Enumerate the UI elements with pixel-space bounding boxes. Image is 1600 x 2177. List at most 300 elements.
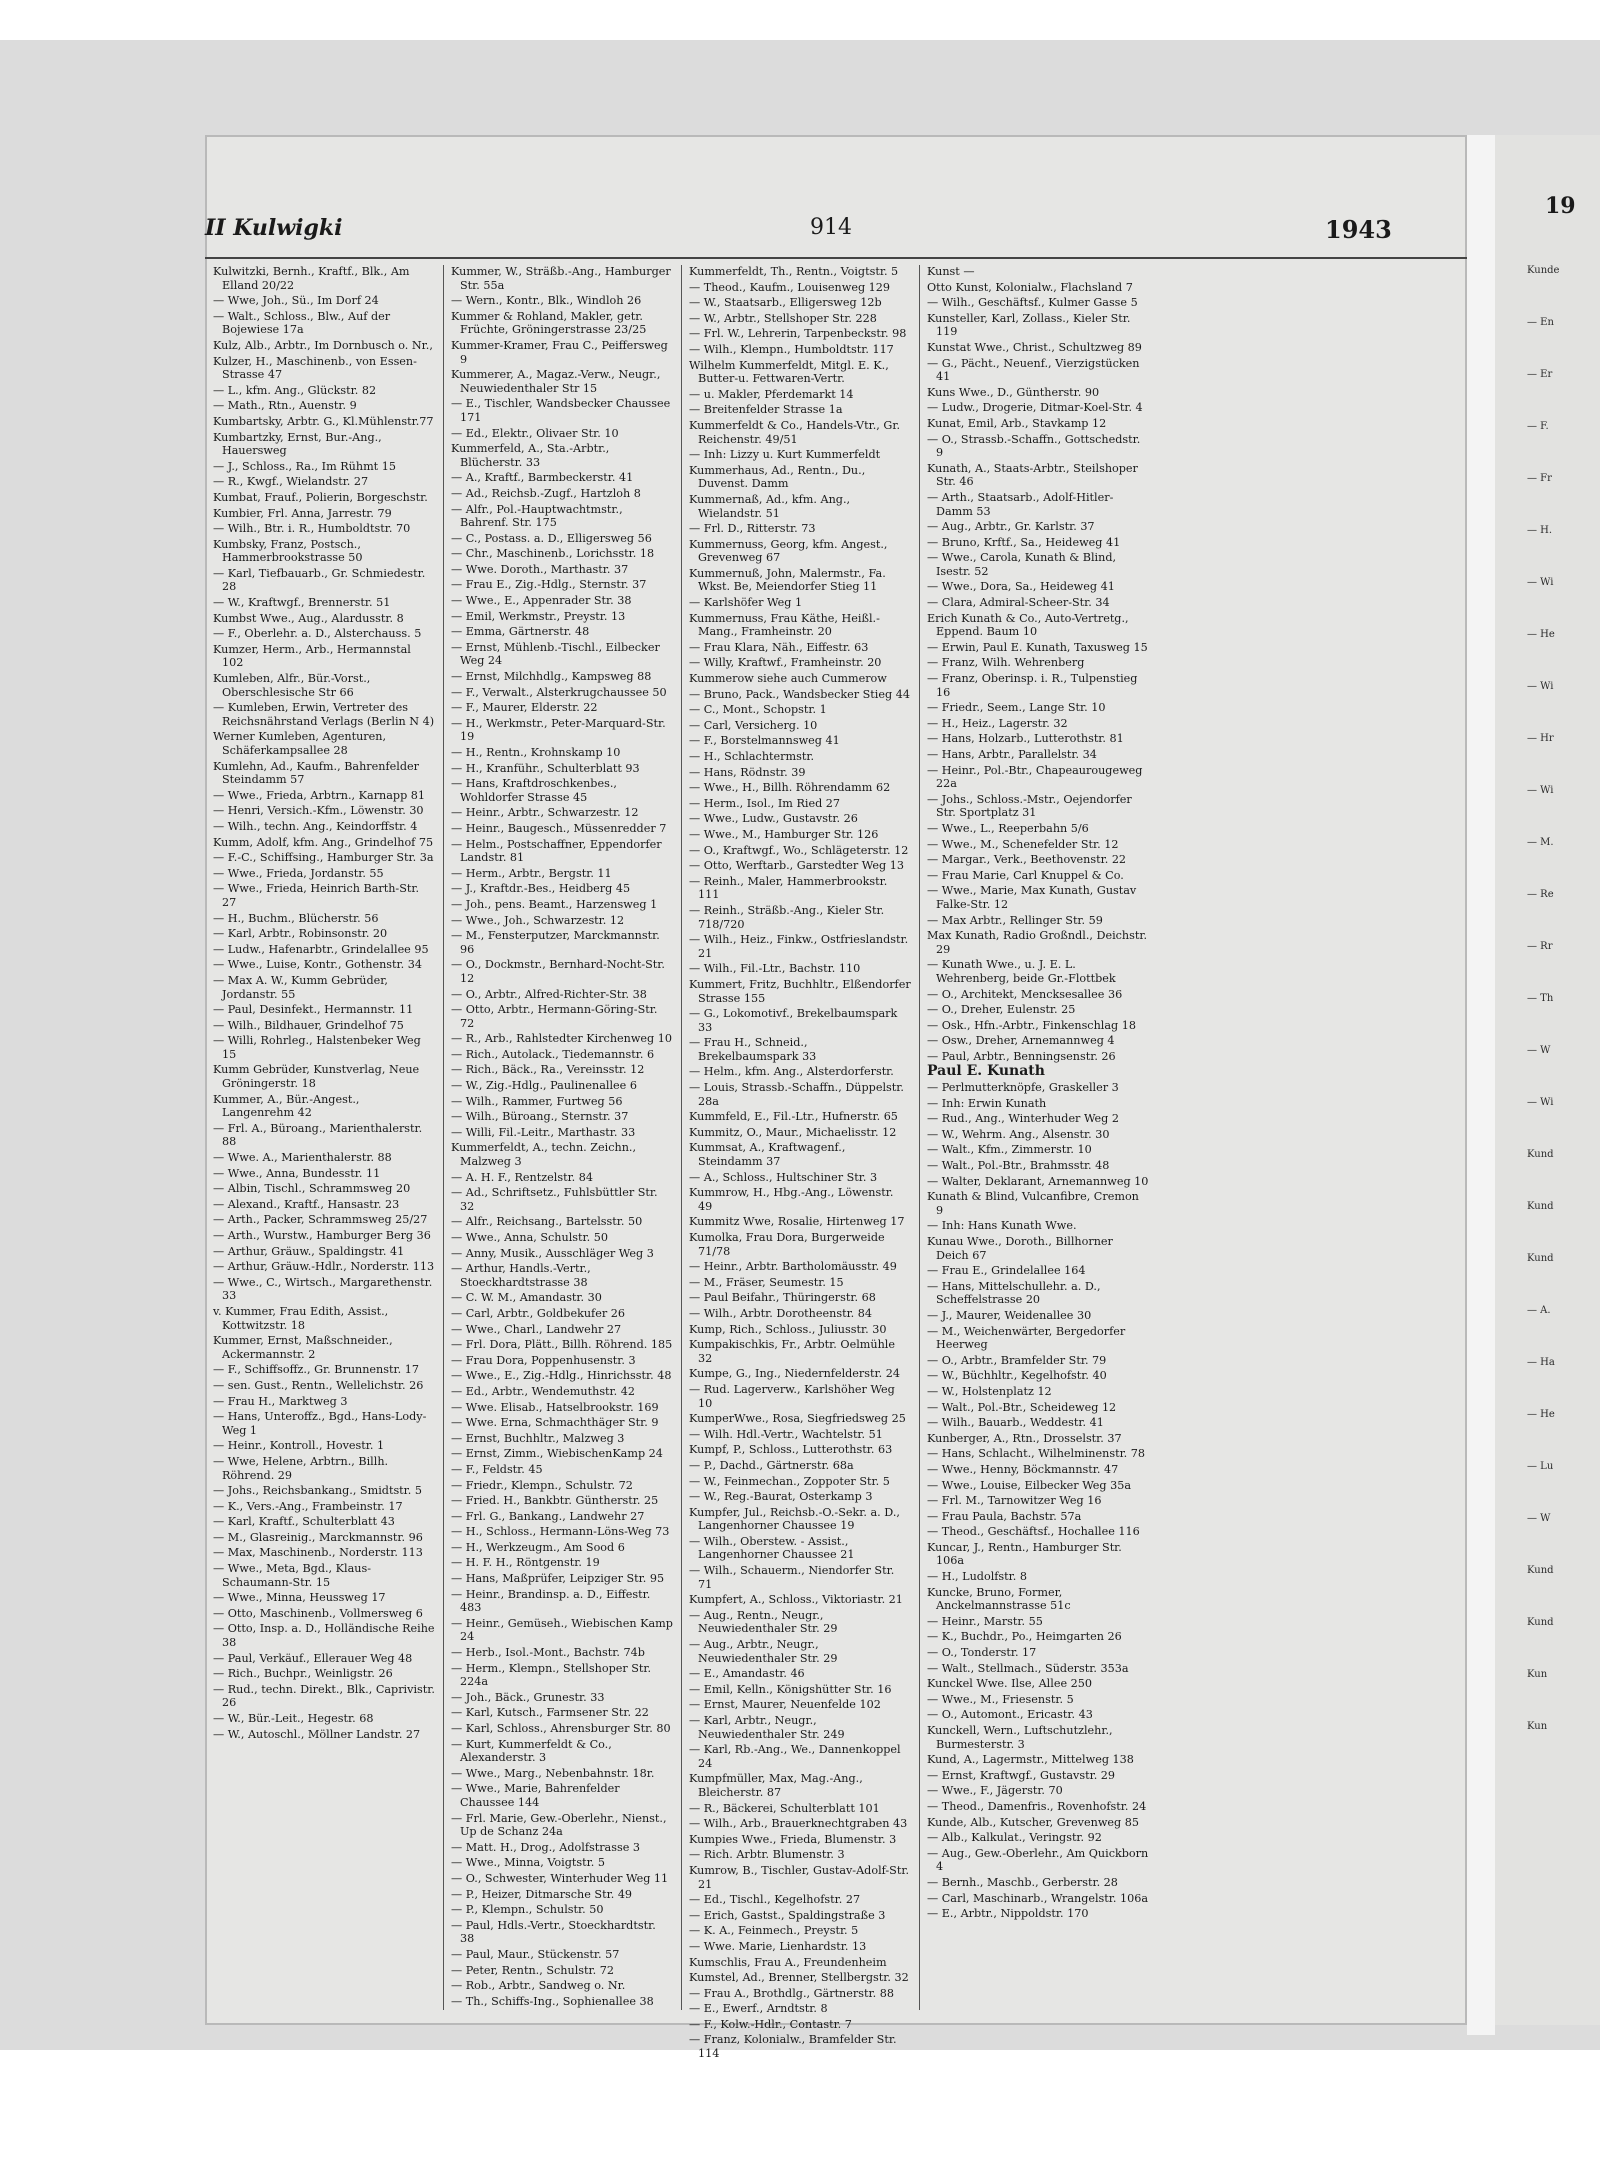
- directory-entry: — J., Schloss., Ra., Im Rühmt 15: [213, 459, 396, 473]
- directory-entry: Kunsteller, Karl, Zollass., Kieler Str. 119: [927, 311, 1131, 339]
- directory-entry: — Emil, Kelln., Königshütter Str. 16: [689, 1682, 892, 1696]
- directory-entry: — Clara, Admiral-Scheer-Str. 34: [927, 596, 1110, 610]
- adjacent-page-line: — Wi: [1527, 1097, 1554, 1108]
- directory-entry: — Theod., Kaufm., Louisenweg 129: [689, 280, 891, 294]
- directory-entry: Max Kunath, Radio Großndl., Deichstr. 29: [927, 929, 1148, 956]
- directory-entry: Kumrow, B., Tischler, Gustav-Adolf-Str. 21: [689, 1863, 909, 1891]
- directory-entry: Kummer, A., Bür.-Angest., Langenrehm 42: [213, 1092, 360, 1120]
- directory-entry: Kumbsky, Franz, Postsch., Hammerbrookstrasse 50: [213, 537, 363, 565]
- directory-entry: — F., Feldstr. 45: [451, 1462, 543, 1476]
- directory-entry: — Frau H., Schneid., Brekelbaumspark 33: [689, 1036, 817, 1063]
- directory-entry: — W., Staatsarb., Elligersweg 12b: [689, 296, 882, 310]
- directory-entry: Kunath, A., Staats-Arbtr., Steilshoper Str. 46: [927, 461, 1138, 489]
- adjacent-page-line: — En: [1527, 317, 1554, 328]
- adjacent-page-line: — M.: [1527, 837, 1554, 848]
- directory-entry: — Theod., Damenfris., Rovenhofstr. 24: [927, 1799, 1147, 1813]
- directory-entry: — W., Reg.-Baurat, Osterkamp 3: [689, 1490, 873, 1504]
- directory-entry: — Wwe., Dora, Sa., Heideweg 41: [927, 580, 1115, 594]
- header-rule: [205, 257, 1467, 259]
- directory-entry: — Otto, Insp. a. D., Holländische Reihe 38: [213, 1622, 435, 1650]
- directory-entry: — Frl. Marie, Gew.-Oberlehr., Nienst., Up de Schanz 24a: [451, 1811, 667, 1839]
- directory-entry: — Frl. Dora, Plätt., Billh. Röhrend. 185: [451, 1338, 673, 1352]
- directory-entry: — Erwin, Paul E. Kunath, Taxusweg 15: [927, 640, 1148, 654]
- adjacent-page-line: Kund: [1527, 1201, 1554, 1212]
- directory-entry: — Frau Paula, Bachstr. 57a: [927, 1509, 1082, 1523]
- directory-entry: — Osw., Dreher, Arnemannweg 4: [927, 1034, 1115, 1048]
- adjacent-page-line: — W: [1527, 1513, 1551, 1524]
- directory-entry: — Helm., Postschaffner, Eppendorfer Landstr. 81: [451, 837, 662, 865]
- directory-entry: — R., Bäckerei, Schulterblatt 101: [689, 1801, 880, 1815]
- directory-entry: — Wwe., L., Reeperbahn 5/6: [927, 821, 1089, 835]
- directory-entry: — A., Schloss., Hultschiner Str. 3: [689, 1170, 878, 1184]
- adjacent-page-line: — Re: [1527, 889, 1554, 900]
- directory-entry: — Th., Schiffs-Ing., Sophienallee 38: [451, 1994, 654, 2008]
- directory-entry: — Rich., Bäck., Ra., Vereinsstr. 12: [451, 1063, 645, 1077]
- directory-entry: — Willi, Rohrleg., Halstenbeker Weg 15: [213, 1034, 421, 1061]
- directory-entry: — Hans, Mittelschullehr. a. D., Scheffelstrasse 20: [927, 1279, 1101, 1307]
- directory-entry: — Wilh., Schauerm., Niendorfer Str. 71: [689, 1564, 895, 1591]
- directory-entry: — W., Arbtr., Stellshoper Str. 228: [689, 311, 877, 325]
- directory-entry: — M., Fräser, Seumestr. 15: [689, 1275, 844, 1289]
- directory-column-3: [689, 265, 911, 2061]
- column-divider: [681, 265, 682, 2010]
- directory-entry: — Henri, Versich.-Kfm., Löwenstr. 30: [213, 804, 424, 818]
- directory-entry: — Heinr., Arbtr. Bartholomäusstr. 49: [689, 1260, 897, 1274]
- directory-entry: — Wwe., Luise, Kontr., Gothenstr. 34: [213, 958, 422, 972]
- directory-entry: — Wwe, Joh., Sü., Im Dorf 24: [213, 294, 379, 308]
- directory-entry: — R., Kwgf., Wielandstr. 27: [213, 475, 369, 489]
- adjacent-page-line: — He: [1527, 1409, 1555, 1420]
- directory-entry: — Franz, Wilh. Wehrenberg: [927, 656, 1085, 670]
- directory-entry: — H., Kranführ., Schulterblatt 93: [451, 761, 640, 775]
- directory-entry: Kuncke, Bruno, Former, Anckelmannstrasse 51c: [927, 1585, 1071, 1613]
- directory-entry: — W., Holstenplatz 12: [927, 1384, 1052, 1398]
- directory-entry: Wilhelm Kummerfeldt, Mitgl. E. K., Butter-u. Fettwaren-Vertr.: [689, 358, 889, 386]
- directory-entry: — Louis, Strassb.-Schaffn., Düppelstr. 28a: [689, 1081, 904, 1108]
- directory-entry: — O., Kraftwgf., Wo., Schlägeterstr. 12: [689, 843, 909, 857]
- directory-entry: — Ludw., Drogerie, Ditmar-Koel-Str. 4: [927, 401, 1143, 415]
- directory-entry: — Wilh., Klempn., Humboldtstr. 117: [689, 342, 894, 356]
- page-edge-shadow: [1467, 135, 1495, 2035]
- directory-entry: — M., Fensterputzer, Marckmannstr. 96: [451, 929, 660, 956]
- directory-entry: — Ernst, Buchhltr., Malzweg 3: [451, 1431, 625, 1445]
- directory-entry: — Aug., Rentn., Neugr., Neuwiedenthaler Str. 29: [689, 1608, 838, 1636]
- directory-entry: — Ed., Elektr., Olivaer Str. 10: [451, 426, 619, 440]
- directory-entry: — M., Glasreinig., Marckmannstr. 96: [213, 1530, 423, 1544]
- directory-entry: Kunst —: [927, 265, 975, 278]
- directory-entry: — Chr., Maschinenb., Lorichsstr. 18: [451, 547, 655, 561]
- adjacent-page-line: Kun: [1527, 1721, 1548, 1732]
- directory-entry: — G., Lokomotivf., Brekelbaumspark 33: [689, 1007, 898, 1034]
- directory-entry: — Wwe., Charl., Landwehr 27: [451, 1322, 622, 1336]
- directory-entry: — E., Ewerf., Arndtstr. 8: [689, 2002, 828, 2016]
- adjacent-page-line: Kund: [1527, 1149, 1554, 1160]
- directory-entry: — F.-C., Schiffsing., Hamburger Str. 3a: [213, 851, 434, 865]
- directory-entry: — Reinh., Maler, Hammerbrookstr. 111: [689, 874, 888, 902]
- directory-entry: — Matt. H., Drog., Adolfstrasse 3: [451, 1840, 641, 1854]
- directory-entry: — Walt., Kfm., Zimmerstr. 10: [927, 1143, 1092, 1157]
- directory-entry: — Albin, Tischl., Schrammsweg 20: [213, 1182, 411, 1196]
- directory-entry: — Wilh., Bauarb., Weddestr. 41: [927, 1416, 1104, 1430]
- directory-entry: Kulwitzki, Bernh., Kraftf., Blk., Am Elland 20/22: [213, 265, 410, 292]
- directory-entry: Kumpies Wwe., Frieda, Blumenstr. 3: [689, 1832, 897, 1846]
- directory-entry: — Alb., Kalkulat., Veringstr. 92: [927, 1831, 1102, 1845]
- directory-entry: — Rich. Arbtr. Blumenstr. 3: [689, 1848, 845, 1862]
- directory-entry: Kumbst Wwe., Aug., Alardusstr. 8: [213, 611, 404, 625]
- directory-entry: Kummernuß, John, Malermstr., Fa. Wkst. Be, Meiendorfer Stieg 11: [689, 566, 886, 594]
- directory-entry: — Alexand., Kraftf., Hansastr. 23: [213, 1197, 400, 1211]
- directory-entry: — W., Büchhltr., Kegelhofstr. 40: [927, 1369, 1107, 1383]
- directory-entry: — Walt., Pol.-Btr., Brahmsstr. 48: [927, 1159, 1110, 1173]
- directory-entry: Kummerfeld, A., Sta.-Arbtr., Blücherstr. 33: [451, 442, 610, 469]
- adjacent-page-line: — Wi: [1527, 681, 1554, 692]
- adjacent-page-line: Kund: [1527, 1565, 1554, 1576]
- directory-entry: — C., Postass. a. D., Elligersweg 56: [451, 531, 652, 545]
- directory-entry: — Kurt, Kummerfeldt & Co., Alexanderstr. 3: [451, 1737, 612, 1765]
- adjacent-page-strip: [1495, 135, 1600, 2025]
- directory-entry: — Franz, Kolonialw., Bramfelder Str. 114: [689, 2033, 897, 2061]
- directory-entry: — Paul, Hdls.-Vertr., Stoeckhardtstr. 38: [451, 1918, 656, 1946]
- directory-entry: — Wwe., Anna, Bundesstr. 11: [213, 1166, 381, 1180]
- directory-entry: — Karl, Tiefbauarb., Gr. Schmiedestr. 28: [213, 566, 426, 594]
- directory-entry: — Johs., Reichsbankang., Smidtstr. 5: [213, 1484, 423, 1498]
- adjacent-page-line: Kund: [1527, 1253, 1554, 1264]
- directory-entry: — Aug., Arbtr., Neugr., Neuwiedenthaler Str. 29: [689, 1638, 838, 1665]
- directory-entry: — F., Borstelmannsweg 41: [689, 734, 840, 748]
- directory-entry: — E., Arbtr., Nippoldstr. 170: [927, 1907, 1089, 1921]
- directory-entry: — Walter, Deklarant, Arnemannweg 10: [927, 1174, 1149, 1188]
- directory-entry: — Bernh., Maschb., Gerberstr. 28: [927, 1875, 1118, 1889]
- adjacent-page-line: — A.: [1527, 1305, 1551, 1316]
- directory-entry: — O., Arbtr., Bramfelder Str. 79: [927, 1353, 1107, 1367]
- directory-entry: — Wwe., Frieda, Arbtrn., Karnapp 81: [213, 788, 426, 802]
- directory-entry: — Wwe., M., Friesenstr. 5: [927, 1692, 1074, 1706]
- directory-entry: — Wwe., Marg., Nebenbahnstr. 18r.: [451, 1766, 655, 1780]
- directory-entry: — Frau Dora, Poppenhusenstr. 3: [451, 1353, 636, 1367]
- directory-entry: — Heinr., Pol.-Btr., Chapeaurougeweg 22a: [927, 763, 1143, 791]
- directory-entry: — G., Pächt., Neuenf., Vierzigstücken 41: [927, 356, 1140, 384]
- directory-entry: Erich Kunath & Co., Auto-Vertretg., Eppend. Baum 10: [927, 611, 1129, 639]
- directory-entry: Kummer-Kramer, Frau C., Peiffersweg 9: [451, 338, 668, 366]
- directory-entry: — Math., Rtn., Auenstr. 9: [213, 399, 357, 413]
- directory-entry: — W., Feinmechan., Zoppoter Str. 5: [689, 1474, 890, 1488]
- directory-entry: — O., Architekt, Mencksesallee 36: [927, 987, 1123, 1001]
- directory-entry: — Perlmutterknöpfe, Graskeller 3: [927, 1081, 1119, 1095]
- directory-entry: Kummerfeldt & Co., Handels-Vtr., Gr. Reichenstr. 49/51: [689, 418, 901, 446]
- adjacent-page-line: Kun: [1527, 1669, 1548, 1680]
- adjacent-page-line: — F.: [1527, 421, 1549, 432]
- directory-entry: — sen. Gust., Rentn., Wellelichstr. 26: [213, 1378, 424, 1392]
- directory-entry: — Wwe. Marie, Lienhardstr. 13: [689, 1939, 867, 1953]
- header-name-range: II Kulwigki: [205, 215, 343, 241]
- directory-entry: — Karl, Schloss., Ahrensburger Str. 80: [451, 1722, 671, 1735]
- directory-entry: — Wwe., H., Billh. Röhrendamm 62: [689, 781, 891, 795]
- directory-entry: — Wilh., Heiz., Finkw., Ostfrieslandstr. 21: [689, 933, 909, 960]
- directory-entry: — Heinr., Gemüseh., Wiebischen Kamp 24: [451, 1616, 673, 1644]
- directory-entry: — Wwe., E., Zig.-Hdlg., Hinrichsstr. 48: [451, 1369, 672, 1383]
- directory-entry: Kummernuss, Georg, kfm. Angest., Grevenweg 67: [689, 537, 888, 565]
- directory-entry: — Hans, Holzarb., Lutterothstr. 81: [927, 732, 1124, 746]
- directory-entry: Kummerer, A., Magaz.-Verw., Neugr., Neuwiedenthaler Str 15: [451, 368, 661, 395]
- directory-entry: Kummer, Ernst, Maßschneider., Ackermannstr. 2: [213, 1334, 393, 1361]
- directory-entry: Kumbier, Frl. Anna, Jarrestr. 79: [213, 506, 392, 520]
- directory-entry: — Osk., Hfn.-Arbtr., Finkenschlag 18: [927, 1018, 1136, 1032]
- directory-entry: — Frau E., Zig.-Hdlg., Sternstr. 37: [451, 578, 647, 592]
- directory-entry: Kuns Wwe., D., Güntherstr. 90: [927, 385, 1100, 399]
- directory-entry: — Anny, Musik., Ausschläger Weg 3: [451, 1246, 654, 1260]
- directory-entry: — Arth., Staatsarb., Adolf-Hitler-Damm 53: [927, 490, 1114, 518]
- page-number: 914: [810, 215, 852, 240]
- directory-entry: — Wwe., Minna, Voigtstr. 5: [451, 1856, 605, 1870]
- directory-entry: — H. F. H., Röntgenstr. 19: [451, 1556, 600, 1570]
- directory-entry: — Herm., Arbtr., Bergstr. 11: [451, 866, 612, 880]
- directory-entry: — Wwe., Henny, Böckmannstr. 47: [927, 1462, 1119, 1476]
- directory-entry: — O., Arbtr., Alfred-Richter-Str. 38: [451, 987, 647, 1001]
- directory-page: [205, 135, 1467, 2061]
- directory-entry: Kummitz, O., Maur., Michaelisstr. 12: [689, 1125, 897, 1139]
- directory-entry: — F., Kolw.-Hdlr., Contastr. 7: [689, 2017, 852, 2031]
- directory-entry: — Theod., Geschäftsf., Hochallee 116: [927, 1525, 1140, 1539]
- directory-entry: — Frl. D., Ritterstr. 73: [689, 522, 816, 536]
- directory-entry: Kummrow, H., Hbg.-Ang., Löwenstr. 49: [689, 1186, 894, 1213]
- directory-entry: — Ernst, Mühlenb.-Tischl., Eilbecker Weg 24: [451, 640, 660, 668]
- directory-entry: — O., Dockmstr., Bernhard-Nocht-Str. 12: [451, 958, 665, 985]
- directory-entry: — Paul, Desinfekt., Hermannstr. 11: [213, 1003, 414, 1017]
- adjacent-page-line: — Ha: [1527, 1357, 1555, 1368]
- directory-entry: Kummer & Rohland, Makler, getr. Früchte, Gröningerstrasse 23/25: [451, 309, 647, 337]
- directory-entry: — Willy, Kraftwf., Framheinstr. 20: [689, 656, 882, 670]
- directory-entry: — Fried. H., Bankbtr. Güntherstr. 25: [451, 1494, 659, 1508]
- directory-entry: Kummerow siehe auch Cummerow: [689, 672, 887, 686]
- directory-entry: Kumm Gebrüder, Kunstverlag, Neue Gröningerstr. 18: [213, 1063, 420, 1091]
- directory-entry: — E., Tischler, Wandsbecker Chaussee 171: [451, 397, 671, 424]
- directory-entry: Kumpfert, A., Schloss., Viktoriastr. 21: [689, 1593, 903, 1607]
- directory-entry: Kumpfmüller, Max, Mag.-Ang., Bleicherstr. 87: [689, 1772, 863, 1799]
- directory-entry: — Alfr., Reichsang., Bartelsstr. 50: [451, 1215, 643, 1229]
- directory-entry: — H., Werkzeugm., Am Sood 6: [451, 1540, 625, 1554]
- directory-entry: — Otto, Maschinenb., Vollmersweg 6: [213, 1606, 423, 1620]
- adjacent-page-line: — Hr: [1527, 733, 1554, 744]
- directory-entry: — H., Werkmstr., Peter-Marquard-Str. 19: [451, 716, 666, 744]
- directory-entry: — W., Bür.-Leit., Hegestr. 68: [213, 1712, 374, 1725]
- directory-entry: — R., Arb., Rahlstedter Kirchenweg 10: [451, 1032, 672, 1046]
- scanned-page-area: [0, 40, 1600, 2061]
- directory-entry: Kunstat Wwe., Christ., Schultzweg 89: [927, 340, 1142, 354]
- adjacent-page-line: — H.: [1527, 525, 1553, 536]
- directory-entry: — Walt., Stellmach., Süderstr. 353a: [927, 1661, 1129, 1675]
- directory-entry: — Breitenfelder Strasse 1a: [689, 403, 843, 417]
- directory-entry: Kummitz Wwe, Rosalie, Hirtenweg 17: [689, 1215, 905, 1229]
- directory-entry: — Karlshöfer Weg 1: [689, 596, 803, 610]
- directory-entry: — A. H. F., Rentzelstr. 84: [451, 1170, 594, 1184]
- directory-entry: — Frl. A., Büroang., Marienthalerstr. 88: [213, 1121, 423, 1149]
- directory-entry: — Rob., Arbtr., Sandweg o. Nr.: [451, 1979, 626, 1993]
- directory-entry: — Wwe., Marie, Max Kunath, Gustav Falke-Str. 12: [927, 884, 1137, 911]
- directory-entry: — Aug., Arbtr., Gr. Karlstr. 37: [927, 520, 1095, 534]
- directory-entry: — H., Heiz., Lagerstr. 32: [927, 716, 1068, 730]
- column-divider: [443, 265, 444, 2010]
- directory-entry: Kumstel, Ad., Brenner, Stellbergstr. 32: [689, 1971, 909, 1985]
- directory-entry: — W., Wehrm. Ang., Alsenstr. 30: [927, 1127, 1110, 1141]
- directory-entry: Kummsat, A., Kraftwagenf., Steindamm 37: [689, 1141, 846, 1169]
- directory-entry: — Bruno, Pack., Wandsbecker Stieg 44: [689, 687, 910, 701]
- directory-entry: — Rud., Ang., Winterhuder Weg 2: [927, 1112, 1120, 1126]
- adjacent-page-line: — He: [1527, 629, 1555, 640]
- directory-entry: — Frau Marie, Carl Knuppel & Co.: [927, 868, 1124, 882]
- directory-entry: — Wwe. Elisab., Hatselbrookstr. 169: [451, 1400, 659, 1414]
- directory-entry: Kunat, Emil, Arb., Stavkamp 12: [927, 416, 1107, 430]
- directory-entry: Kummerhaus, Ad., Rentn., Du., Duvenst. Damm: [689, 463, 866, 491]
- directory-entry: — Karl, Rb.-Ang., We., Dannenkoppel 24: [689, 1743, 901, 1770]
- directory-entry: — Wwe. A., Marienthalerstr. 88: [213, 1151, 392, 1165]
- directory-entry: — Frau Klara, Näh., Eiffestr. 63: [689, 640, 869, 654]
- directory-column-1: [213, 265, 435, 2020]
- directory-entry: Kummernaß, Ad., kfm. Ang., Wielandstr. 51: [689, 492, 851, 520]
- directory-entry: Kuncar, J., Rentn., Hamburger Str. 106a: [927, 1540, 1122, 1568]
- directory-entry: — W., Autoschl., Möllner Landstr. 27: [213, 1727, 421, 1741]
- directory-entry: — Wwe, Helene, Arbtrn., Billh. Röhrend. 29: [213, 1454, 389, 1482]
- directory-entry: — Wwe. Erna, Schmachthäger Str. 9: [451, 1416, 659, 1430]
- directory-entry: — Wwe., M., Schenefelder Str. 12: [927, 837, 1119, 851]
- directory-entry: — Wwe., Minna, Heussweg 17: [213, 1591, 386, 1605]
- directory-entry: — P., Klempn., Schulstr. 50: [451, 1903, 604, 1917]
- directory-entry: — F., Verwalt., Alsterkrugchaussee 50: [451, 685, 667, 699]
- directory-entry: — Wilh., Geschäftsf., Kulmer Gasse 5: [927, 296, 1138, 310]
- directory-entry: — Wilh., Oberstew. - Assist., Langenhorner Chaussee 21: [689, 1534, 855, 1562]
- directory-entry: — Heinr., Marstr. 55: [927, 1614, 1043, 1628]
- directory-entry: — Hans, Arbtr., Parallelstr. 34: [927, 748, 1097, 761]
- directory-entry: — M., Weichenwärter, Bergedorfer Heerweg: [927, 1324, 1126, 1352]
- directory-entry: — Ernst, Kraftwgf., Gustavstr. 29: [927, 1768, 1116, 1782]
- directory-entry: — Arth., Packer, Schrammsweg 25/27: [213, 1213, 428, 1227]
- directory-entry: — Herb., Isol.-Mont., Bachstr. 74b: [451, 1646, 645, 1660]
- directory-entry: — K., Buchdr., Po., Heimgarten 26: [927, 1630, 1122, 1644]
- directory-entry: — Franz, Oberinsp. i. R., Tulpenstieg 16: [927, 672, 1138, 699]
- directory-entry: — Ad., Reichsb.-Zugf., Hartzloh 8: [451, 486, 641, 500]
- directory-entry: — Heinr., Brandinsp. a. D., Eiffestr. 483: [451, 1587, 651, 1615]
- directory-entry: — H., Schlachtermstr.: [689, 750, 815, 763]
- directory-entry: — Wwe., Louise, Eilbecker Weg 35a: [927, 1478, 1132, 1492]
- directory-entry: Kunberger, A., Rtn., Drosselstr. 37: [927, 1431, 1122, 1445]
- directory-entry: — Inh: Lizzy u. Kurt Kummerfeldt: [689, 448, 881, 462]
- directory-entry: — Max, Maschinenb., Norderstr. 113: [213, 1546, 423, 1560]
- directory-entry: Kunckel Wwe. Ilse, Allee 250: [927, 1677, 1092, 1691]
- directory-entry: — Otto, Arbtr., Hermann-Göring-Str. 72: [451, 1003, 658, 1030]
- directory-entry: — P., Dachd., Gärtnerstr. 68a: [689, 1458, 854, 1472]
- directory-entry: — Reinh., Sträßb.-Ang., Kieler Str. 718/720: [689, 903, 885, 931]
- directory-entry: Kummer, W., Sträßb.-Ang., Hamburger Str. 55a: [451, 265, 671, 292]
- directory-entry: Kummert, Fritz, Buchhltr., Elßendorfer Strasse 155: [689, 977, 911, 1005]
- directory-entry: — Wwe. Doroth., Marthastr. 37: [451, 562, 629, 576]
- adjacent-page-line: Kund: [1527, 1617, 1554, 1628]
- directory-entry: — F., Oberlehr. a. D., Alsterchauss. 5: [213, 627, 422, 641]
- directory-entry: — Ed., Arbtr., Wendemuthstr. 42: [451, 1384, 636, 1398]
- directory-entry: — Wilh., Rammer, Furtweg 56: [451, 1094, 623, 1108]
- directory-entry: — Joh., Bäck., Grunestr. 33: [451, 1690, 605, 1704]
- directory-entry: — Friedr., Seem., Lange Str. 10: [927, 701, 1106, 715]
- directory-entry: Kulz, Alb., Arbtr., Im Dornbusch o. Nr.,: [213, 338, 433, 352]
- directory-entry: Kunath & Blind, Vulcanfibre, Cremon 9: [927, 1190, 1139, 1217]
- directory-entry: — Hans, Kraftdroschkenbes., Wohldorfer Strasse 45: [451, 777, 617, 804]
- directory-entry: — K. A., Feinmech., Preystr. 5: [689, 1924, 859, 1938]
- directory-entry: — Ad., Schriftsetz., Fuhlsbüttler Str. 32: [451, 1186, 658, 1213]
- directory-entry: — Ernst, Zimm., WiebischenKamp 24: [451, 1447, 663, 1461]
- directory-entry: — Wwe., Marie, Bahrenfelder Chaussee 144: [451, 1782, 620, 1809]
- directory-entry: — Rud. Lagerverw., Karlshöher Weg 10: [689, 1382, 895, 1410]
- directory-entry: — Carl, Maschinarb., Wrangelstr. 106a: [927, 1891, 1149, 1905]
- directory-entry: — Paul, Verkäuf., Ellerauer Weg 48: [213, 1651, 413, 1665]
- directory-entry: — Wilh., techn. Ang., Keindorffstr. 4: [213, 819, 418, 833]
- directory-entry: — Frl. G., Bankang., Landwehr 27: [451, 1509, 645, 1523]
- directory-entry: — Hans, Rödnstr. 39: [689, 765, 806, 779]
- directory-entry: Kumpe, G., Ing., Niedernfelderstr. 24: [689, 1367, 900, 1381]
- directory-entry: — Hans, Maßprüfer, Leipziger Str. 95: [451, 1572, 665, 1586]
- directory-entry: Paul E. Kunath: [927, 1063, 1045, 1080]
- directory-entry: Kumbat, Frauf., Polierin, Borgeschstr.: [213, 490, 428, 504]
- directory-entry: — Wwe., Joh., Schwarzestr. 12: [451, 913, 625, 927]
- directory-entry: — Rich., Autolack., Tiedemannstr. 6: [451, 1047, 655, 1061]
- directory-entry: — L., kfm. Ang., Glückstr. 82: [213, 383, 377, 397]
- directory-entry: — Rich., Buchpr., Weinligstr. 26: [213, 1667, 393, 1681]
- directory-entry: Kummerfeldt, Th., Rentn., Voigtstr. 5: [689, 265, 899, 278]
- directory-entry: — C., Mont., Schopstr. 1: [689, 703, 827, 717]
- directory-entry: Kumm, Adolf, kfm. Ang., Grindelhof 75: [213, 835, 434, 849]
- directory-entry: — Heinr., Kontroll., Hovestr. 1: [213, 1439, 385, 1453]
- directory-entry: — W., Zig.-Hdlg., Paulinenallee 6: [451, 1079, 637, 1093]
- directory-entry: — O., Schwester, Winterhuder Weg 11: [451, 1871, 669, 1885]
- directory-entry: — Joh., pens. Beamt., Harzensweg 1: [451, 897, 658, 911]
- directory-entry: — Frau E., Grindelallee 164: [927, 1264, 1086, 1278]
- directory-entry: Kumpakischkis, Fr., Arbtr. Oelmühle 32: [689, 1338, 895, 1365]
- directory-entry: — Herm., Klempn., Stellshoper Str. 224a: [451, 1661, 652, 1689]
- directory-entry: — Willi, Fil.-Leitr., Marthastr. 33: [451, 1125, 636, 1139]
- directory-entry: Kummernuss, Frau Käthe, Heißl.-Mang., Framheinstr. 20: [689, 611, 880, 639]
- directory-entry: — Arth., Wurstw., Hamburger Berg 36: [213, 1229, 431, 1242]
- directory-entry: — A., Kraftf., Barmbeckerstr. 41: [451, 471, 634, 485]
- directory-entry: — Emma, Gärtnerstr. 48: [451, 625, 590, 639]
- adjacent-page-line: — Wi: [1527, 577, 1554, 588]
- directory-entry: — Herm., Isol., Im Ried 27: [689, 796, 841, 810]
- directory-entry: — Frl. W., Lehrerin, Tarpenbeckstr. 98: [689, 327, 907, 341]
- column-divider: [919, 265, 920, 2010]
- adjacent-page-line: — Rr: [1527, 941, 1553, 952]
- directory-entry: Kummerfeldt, A., techn. Zeichn., Malzweg 3: [451, 1141, 637, 1169]
- directory-entry: — J., Kraftdr.-Bes., Heidberg 45: [451, 882, 631, 896]
- directory-entry: — Carl, Versicherg. 10: [689, 718, 818, 732]
- directory-entry: Kunde, Alb., Kutscher, Grevenweg 85: [927, 1815, 1139, 1829]
- directory-entry: — K., Vers.-Ang., Frambeinstr. 17: [213, 1499, 403, 1513]
- adjacent-page-line: — Th: [1527, 993, 1554, 1004]
- directory-entry: — O., Tonderstr. 17: [927, 1646, 1037, 1660]
- adjacent-page-year: 19: [1545, 193, 1576, 219]
- directory-entry: — Frau A., Brothdlg., Gärtnerstr. 88: [689, 1986, 894, 2000]
- directory-entry: — Max A. W., Kumm Gebrüder, Jordanstr. 55: [213, 973, 388, 1001]
- directory-entry: — Arthur, Handls.-Vertr., Stoeckhardtstrasse 38: [451, 1262, 591, 1289]
- directory-entry: — Wwe., E., Appenrader Str. 38: [451, 594, 632, 608]
- directory-entry: — Wilh., Büroang., Sternstr. 37: [451, 1110, 629, 1124]
- directory-entry: Otto Kunst, Kolonialw., Flachsland 7: [927, 280, 1133, 294]
- directory-entry: — Paul Beifahr., Thüringerstr. 68: [689, 1291, 876, 1305]
- directory-entry: Kulzer, H., Maschinenb., von Essen-Strasse 47: [213, 354, 417, 382]
- header-year: 1943: [1325, 215, 1392, 244]
- directory-entry: — Kumleben, Erwin, Vertreter des Reichsnährstand Verlags (Berlin N 4): [213, 701, 435, 728]
- directory-entry: — Frl. M., Tarnowitzer Weg 16: [927, 1494, 1102, 1508]
- directory-entry: — Erich, Gastst., Spaldingstraße 3: [689, 1908, 886, 1922]
- directory-entry: — Wwe., M., Hamburger Str. 126: [689, 827, 879, 841]
- directory-entry: — Karl, Arbtr., Neugr., Neuwiedenthaler Str. 249: [689, 1714, 845, 1741]
- directory-entry: Werner Kumleben, Agenturen, Schäferkampsallee 28: [213, 730, 387, 757]
- directory-entry: — Wwe., C., Wirtsch., Margarethenstr. 33: [213, 1275, 433, 1303]
